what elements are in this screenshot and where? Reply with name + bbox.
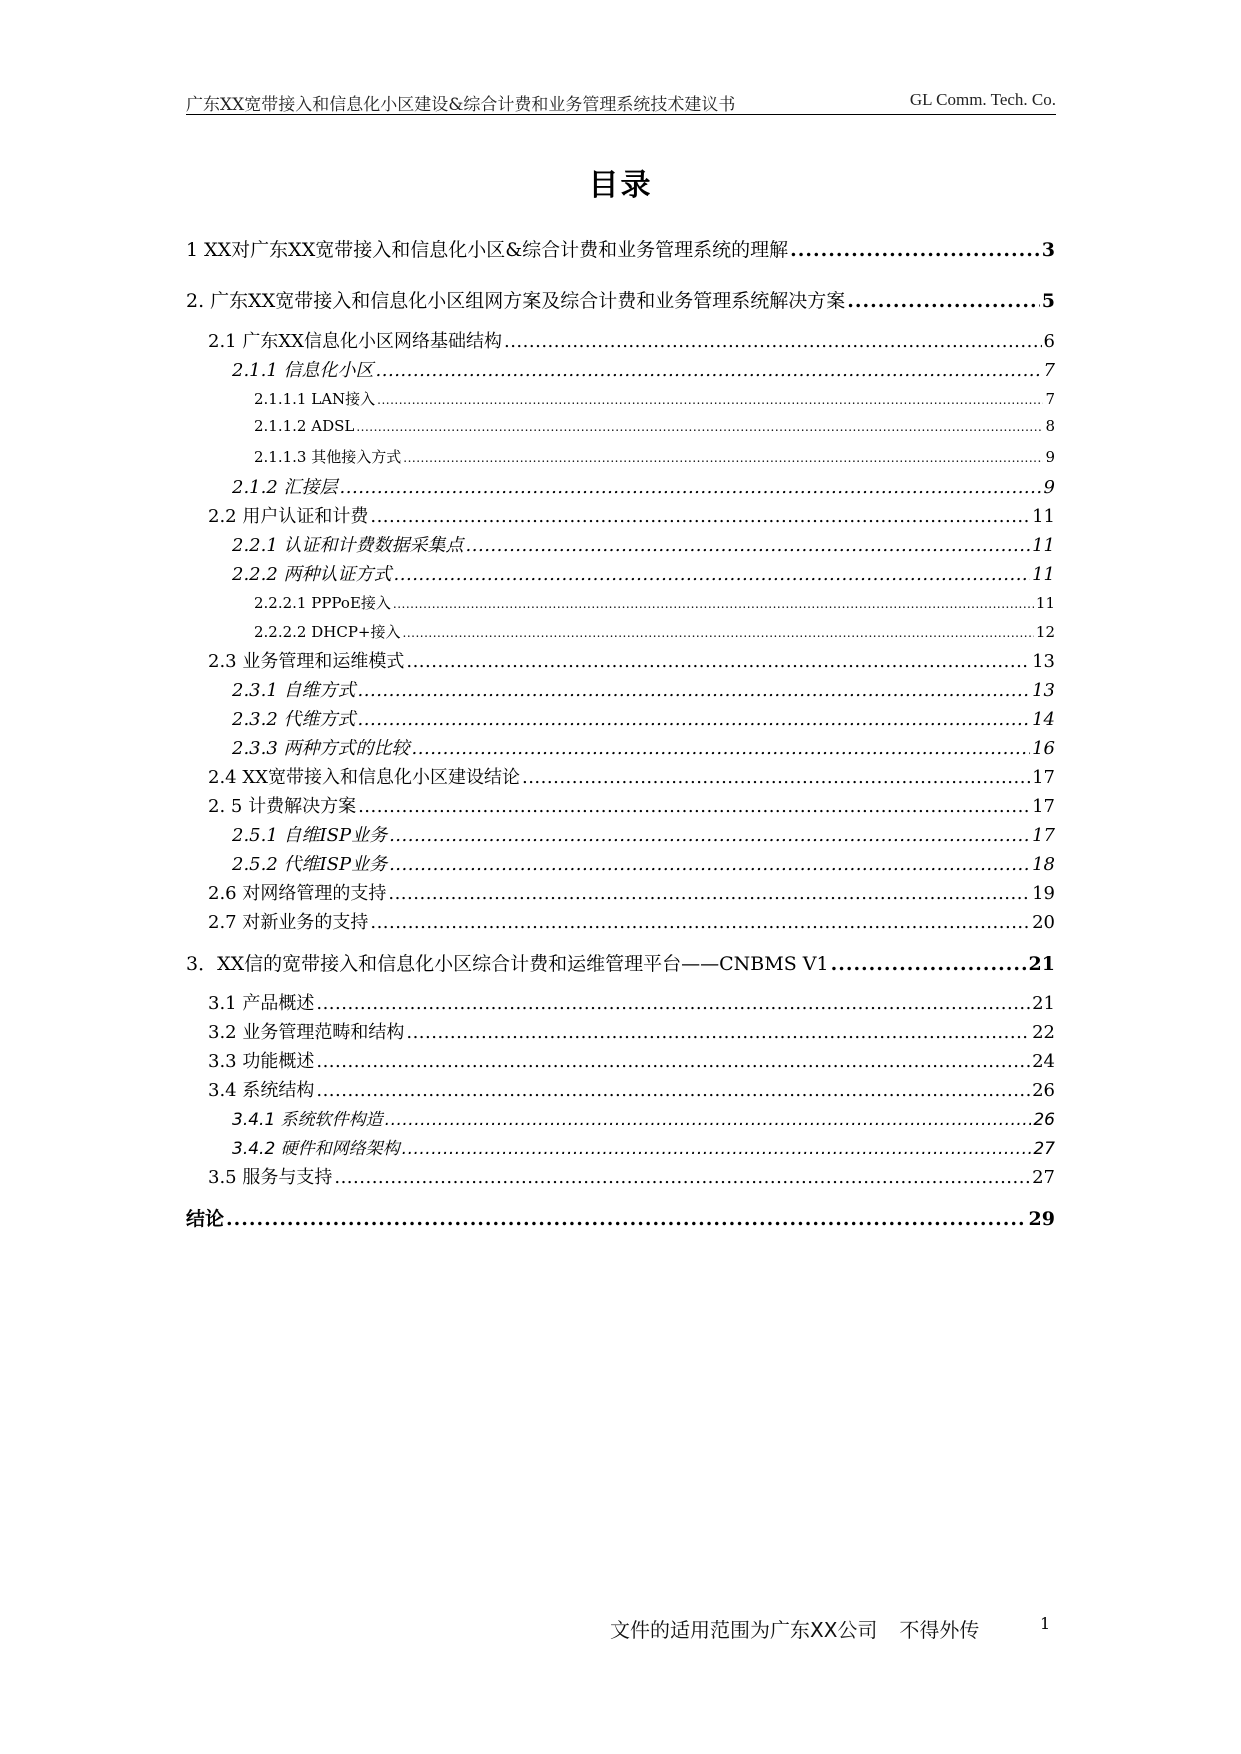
toc-entry-2-2-2[interactable] — [186, 560, 1055, 586]
toc-page: 21 — [1032, 993, 1055, 1014]
toc-entry-text: 2. 广东XX宽带接入和信息化小区组网方案及综合计费和业务管理系统解决方案 — [186, 290, 846, 312]
toc-entry-3-1[interactable] — [186, 989, 1055, 1015]
toc-page: 17 — [1032, 796, 1055, 817]
toc-leader — [831, 953, 1027, 975]
toc-entry-2-1-1-2[interactable] — [186, 417, 1055, 435]
toc-entry-text: 1 XX对广东XX宽带接入和信息化小区&综合计费和业务管理系统的理解 — [186, 239, 789, 261]
toc-entry-text: 3.3 功能概述 — [208, 1051, 315, 1072]
toc-page: 11 — [1032, 535, 1055, 556]
toc-entry-text: 2.1.1.2 ADSL — [254, 417, 355, 435]
toc-page: 14 — [1032, 709, 1055, 730]
toc-page: 13 — [1032, 651, 1055, 672]
toc-entry-text: 2.1 广东XX信息化小区网络基础结构 — [208, 331, 502, 352]
footer-restriction-text: 不得外传 — [899, 1618, 980, 1642]
toc-entry-2-1-1[interactable] — [186, 356, 1055, 382]
toc-page: 18 — [1032, 854, 1055, 875]
toc-entry-2-2-1[interactable] — [186, 531, 1055, 557]
toc-leader — [388, 883, 1030, 904]
page-number: 1 — [1040, 1614, 1051, 1633]
toc-leader — [406, 651, 1030, 672]
toc-leader — [358, 709, 1031, 730]
toc-leader — [394, 564, 1031, 585]
toc-entry-2-3-1[interactable] — [186, 676, 1055, 702]
toc-entry-text: 2.3 业务管理和运维模式 — [208, 651, 405, 672]
toc-entry-text: 2.2.2.2 DHCP+接入 — [254, 623, 401, 641]
toc-entry-2-7[interactable] — [186, 908, 1055, 934]
toc-page: 8 — [1045, 417, 1055, 435]
toc-leader — [334, 1167, 1030, 1188]
toc-page: 7 — [1045, 390, 1055, 408]
toc-entry-3-3[interactable] — [186, 1047, 1055, 1073]
toc-leader — [226, 1208, 1027, 1230]
toc-page: 19 — [1032, 883, 1055, 904]
toc-entry-3-4-2[interactable] — [186, 1134, 1055, 1159]
toc-leader — [504, 331, 1042, 352]
toc-entry-1[interactable] — [186, 235, 1055, 262]
toc-leader — [358, 680, 1031, 701]
toc-entry-text: 2.5.2 代维ISP业务 — [232, 854, 388, 875]
company-name: GL Comm. Tech. Co. — [909, 90, 1056, 109]
toc-leader — [376, 360, 1042, 381]
toc-leader — [358, 796, 1030, 817]
toc-page: 26 — [1033, 1110, 1055, 1130]
toc-leader — [340, 477, 1042, 498]
toc-entry-2[interactable] — [186, 286, 1055, 313]
toc-entry-text: 2.2.2 两种认证方式 — [232, 564, 392, 585]
toc-page: 9 — [1045, 448, 1055, 466]
toc-page: 5 — [1041, 290, 1055, 312]
toc-leader — [522, 767, 1030, 788]
document-title-header: 广东XX宽带接入和信息化小区建设&综合计费和业务管理系统技术建议书 — [186, 95, 736, 115]
toc-entry-3-2[interactable] — [186, 1018, 1055, 1044]
toc-page: 11 — [1035, 594, 1055, 612]
toc-entry-2-1-1-1[interactable] — [186, 388, 1055, 409]
footer-scope-text: 文件的适用范围为广东XX公司 — [610, 1618, 878, 1642]
toc-page: 22 — [1032, 1022, 1055, 1043]
toc-page: 20 — [1032, 912, 1055, 933]
toc-page: 24 — [1032, 1051, 1055, 1072]
toc-leader — [402, 1139, 1032, 1159]
toc-leader — [389, 825, 1030, 846]
page-header — [186, 86, 1056, 115]
toc-entry-text: 3.4.2 硬件和网络架构 — [232, 1139, 400, 1159]
toc-entry-text: 3.4 系统结构 — [208, 1080, 315, 1101]
toc-entry-text: 2.3.3 两种方式的比较 — [232, 738, 410, 759]
toc-entry-text: 2.1.1.3 其他接入方式 — [254, 448, 402, 466]
toc-entry-text: 2.1.2 汇接层 — [232, 477, 338, 498]
toc-entry-2-5[interactable] — [186, 792, 1055, 818]
toc-entry-2-3[interactable] — [186, 647, 1055, 673]
toc-entry-conclusion[interactable] — [186, 1204, 1055, 1231]
toc-page: 27 — [1033, 1139, 1055, 1159]
toc-leader — [316, 1080, 1030, 1101]
toc-entry-text: 2.5.1 自维ISP业务 — [232, 825, 388, 846]
toc-entry-text: 2. 5 计费解决方案 — [208, 796, 357, 817]
page-title: 目录 — [588, 168, 653, 203]
toc-page: 12 — [1035, 623, 1055, 641]
toc-leader — [356, 420, 1043, 434]
toc-page: 11 — [1032, 506, 1055, 527]
toc-entry-2-2[interactable] — [186, 502, 1055, 528]
toc-entry-2-1-1-3[interactable] — [186, 446, 1055, 467]
toc-entry-text: 2.2.2.1 PPPoE接入 — [254, 594, 391, 612]
toc-page: 21 — [1028, 953, 1055, 975]
toc-entry-text: 2.3.1 自维方式 — [232, 680, 356, 701]
toc-entry-text: 2.2.1 认证和计费数据采集点 — [232, 535, 464, 556]
toc-leader — [370, 506, 1030, 527]
toc-leader — [406, 1022, 1030, 1043]
toc-page: 9 — [1043, 477, 1055, 498]
toc-leader — [847, 290, 1040, 312]
toc-entry-2-2-2-1[interactable] — [186, 592, 1055, 613]
toc-leader — [403, 451, 1043, 465]
toc-entry-3-5[interactable] — [186, 1163, 1055, 1189]
toc-entry-text: 2.4 XX宽带接入和信息化小区建设结论 — [208, 767, 520, 788]
toc-leader — [466, 535, 1031, 556]
toc-page: 27 — [1032, 1167, 1055, 1188]
toc-entry-text: 结论 — [186, 1208, 225, 1230]
toc-entry-2-5-2[interactable] — [186, 850, 1055, 876]
toc-entry-3[interactable] — [186, 949, 1055, 976]
toc-leader — [389, 854, 1030, 875]
toc-entry-text: 2.7 对新业务的支持 — [208, 912, 369, 933]
toc-entry-text: 3.2 业务管理范畴和结构 — [208, 1022, 405, 1043]
toc-entry-text: 3.1 产品概述 — [208, 993, 315, 1014]
toc-entry-3-4[interactable] — [186, 1076, 1055, 1102]
toc-entry-text: 2.6 对网络管理的支持 — [208, 883, 387, 904]
toc-entry-2-2-2-2[interactable] — [186, 621, 1055, 642]
toc-entry-3-4-1[interactable] — [186, 1105, 1055, 1130]
toc-page: 11 — [1032, 564, 1055, 585]
toc-entry-2-4[interactable] — [186, 763, 1055, 789]
toc-leader — [377, 393, 1043, 407]
toc-entry-2-6[interactable] — [186, 879, 1055, 905]
toc-page: 7 — [1043, 360, 1055, 381]
toc-page: 13 — [1032, 680, 1055, 701]
toc-leader — [403, 626, 1034, 640]
toc-entry-text: 2.1.1.1 LAN接入 — [254, 390, 376, 408]
toc-entry-text: 2.3.2 代维方式 — [232, 709, 356, 730]
toc-entry-text: 3.5 服务与支持 — [208, 1167, 333, 1188]
toc-leader — [316, 1051, 1030, 1072]
toc-leader — [790, 239, 1040, 261]
page-footer — [610, 1614, 979, 1643]
toc-page: 29 — [1028, 1208, 1055, 1230]
toc-entry-text: 3.4.1 系统软件构造 — [232, 1110, 383, 1130]
toc-page: 3 — [1041, 239, 1055, 261]
toc-leader — [393, 597, 1034, 611]
toc-leader — [370, 912, 1030, 933]
toc-entry-2-5-1[interactable] — [186, 821, 1055, 847]
toc-page: 17 — [1032, 825, 1055, 846]
toc-leader — [385, 1110, 1032, 1130]
toc-page: 26 — [1032, 1080, 1055, 1101]
toc-entry-text: 2.1.1 信息化小区 — [232, 360, 374, 381]
toc-page: 16 — [1032, 738, 1055, 759]
toc-entry-2-1[interactable] — [186, 327, 1055, 353]
toc-leader — [316, 993, 1030, 1014]
toc-entry-2-3-3[interactable] — [186, 734, 1055, 760]
toc-entry-text: 3．XX信的宽带接入和信息化小区综合计费和运维管理平台——CNBMS V1 — [186, 953, 829, 975]
toc-entry-2-3-2[interactable] — [186, 705, 1055, 731]
toc-entry-2-1-2[interactable] — [186, 473, 1055, 499]
toc-leader — [412, 738, 1031, 759]
toc-page: 17 — [1032, 767, 1055, 788]
toc-entry-text: 2.2 用户认证和计费 — [208, 506, 369, 527]
toc-page: 6 — [1043, 331, 1055, 352]
